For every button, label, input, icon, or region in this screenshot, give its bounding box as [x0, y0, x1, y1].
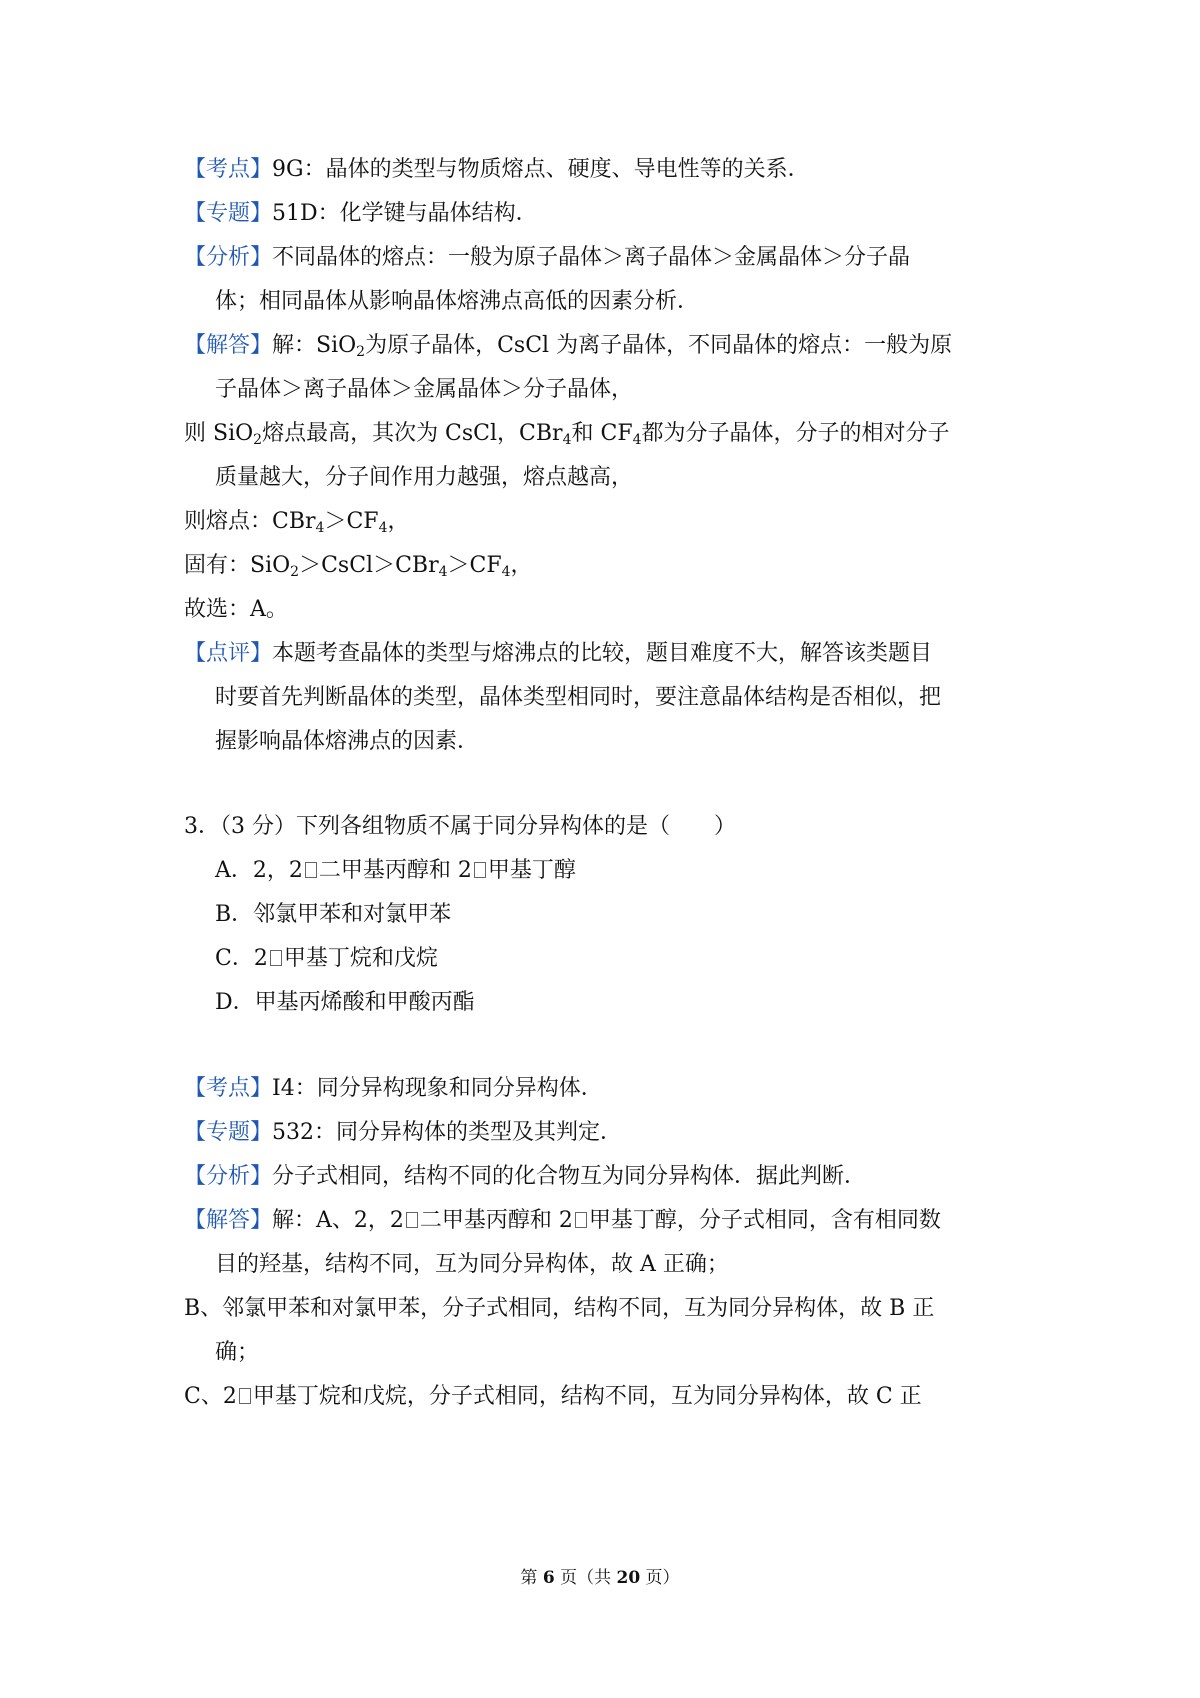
q3-zhuanti-line	[184, 1118, 622, 1148]
solution-line-3	[184, 419, 950, 449]
zhuanti-line	[184, 199, 538, 229]
text: ，	[387, 509, 410, 534]
zhuanti-text: 51D：化学键与晶体结构．	[272, 201, 538, 226]
solution-line-5	[184, 507, 410, 537]
subscript: 4	[562, 432, 572, 448]
fenxi-tag: 【分析】	[184, 245, 273, 270]
question-3-stem: 3．（3 分）下列各组物质不属于同分异构体的是（ ）	[184, 814, 736, 839]
q3-jieda-line-2: 目的羟基，结构不同，互为同分异构体，故 A 正确；	[215, 1252, 729, 1277]
solution-line-6	[184, 551, 533, 581]
q3-c-line-1	[184, 1382, 922, 1412]
dianping-line	[184, 639, 932, 669]
fenxi-text-1: 不同晶体的熔点：一般为原子晶体＞离子晶体＞金属晶体＞分子晶	[272, 245, 911, 270]
subscript: 2	[290, 564, 300, 580]
dianping-line-2: 时要首先判断晶体的类型，晶体类型相同时，要注意晶体结构是否相似，把	[215, 685, 942, 710]
text: 熔点最高，其次为 CsCl，CBr	[262, 421, 563, 446]
jieda-tag: 【解答】	[184, 1208, 273, 1233]
option-c	[215, 944, 438, 974]
text: 和 CF	[571, 421, 633, 446]
subscript: 2	[356, 344, 366, 360]
footer-text: 第	[520, 1568, 543, 1588]
missing-glyph-box	[474, 862, 486, 878]
text: C．2	[215, 946, 268, 971]
missing-glyph-box	[305, 862, 317, 878]
q3-b-line-2: 确；	[215, 1340, 260, 1365]
jieda-text-a: 解：SiO	[272, 333, 357, 358]
option-b: B．邻氯甲苯和对氯甲苯	[215, 902, 452, 927]
q3-jieda-line	[184, 1206, 941, 1236]
subscript: 4	[632, 432, 642, 448]
answer-line: 故选：A。	[184, 597, 288, 622]
fenxi-line	[184, 243, 910, 273]
q3-b-line-1: B、邻氯甲苯和对氯甲苯，分子式相同，结构不同，互为同分异构体，故 B 正	[184, 1296, 935, 1321]
text: 则熔点：CBr	[184, 509, 316, 534]
fenxi-text: 分子式相同，结构不同的化合物互为同分异构体．据此判断．	[272, 1164, 867, 1189]
footer-text: 页）	[640, 1568, 680, 1588]
text: 则 SiO	[184, 421, 254, 446]
kaodian-line	[184, 155, 810, 185]
q3-kaodian-line	[184, 1074, 603, 1104]
text: 解：A、2，2	[272, 1208, 404, 1233]
option-d: D．甲基丙烯酸和甲酸丙酯	[215, 990, 475, 1015]
subscript: 2	[253, 432, 263, 448]
zhuanti-tag: 【专题】	[184, 1120, 273, 1145]
text: 甲基丁醇，分子式相同，含有相同数	[588, 1208, 941, 1233]
text: 都为分子晶体，分子的相对分子	[641, 421, 950, 446]
missing-glyph-box	[575, 1212, 587, 1228]
zhuanti-text: 532：同分异构体的类型及其判定．	[272, 1120, 623, 1145]
text: 二甲基丙醇和 2	[419, 1208, 573, 1233]
subscript: 4	[378, 520, 388, 536]
zhuanti-tag: 【专题】	[184, 201, 273, 226]
page-number: 6	[542, 1568, 555, 1588]
jieda-line	[184, 331, 952, 361]
kaodian-tag: 【考点】	[184, 1076, 273, 1101]
fenxi-line-2: 体；相同晶体从影响晶体熔沸点高低的因素分析．	[215, 289, 700, 314]
jieda-line-2: 子晶体＞离子晶体＞金属晶体＞分子晶体，	[215, 377, 634, 402]
kaodian-text: I4：同分异构现象和同分异构体．	[272, 1076, 603, 1101]
text: ＞CF	[447, 553, 502, 578]
text: A．2，2	[215, 858, 303, 883]
text: 甲基丁烷和戊烷，分子式相同，结构不同，互为同分异构体，故 C 正	[252, 1384, 922, 1409]
solution-line-4: 质量越大，分子间作用力越强，熔点越高，	[215, 465, 634, 490]
text: 甲基丁烷和戊烷	[283, 946, 438, 971]
subscript: 4	[501, 564, 511, 580]
text: C、2	[184, 1384, 237, 1409]
text: 二甲基丙醇和 2	[318, 858, 472, 883]
text: ＞CsCl＞CBr	[299, 553, 439, 578]
total-pages: 20	[616, 1568, 641, 1588]
jieda-tag: 【解答】	[184, 333, 273, 358]
dianping-tag: 【点评】	[184, 641, 273, 666]
footer-text: 页（共	[554, 1568, 617, 1588]
kaodian-tag: 【考点】	[184, 157, 273, 182]
fenxi-tag: 【分析】	[184, 1164, 273, 1189]
missing-glyph-box	[239, 1388, 251, 1404]
kaodian-text: 9G：晶体的类型与物质熔点、硬度、导电性等的关系．	[272, 157, 810, 182]
q3-fenxi-line	[184, 1162, 866, 1192]
dianping-text-1: 本题考查晶体的类型与熔沸点的比较，题目难度不大，解答该类题目	[272, 641, 933, 666]
text: 甲基丁醇	[487, 858, 576, 883]
missing-glyph-box	[406, 1212, 418, 1228]
page-footer	[0, 1563, 1200, 1588]
jieda-text-b: 为原子晶体，CsCl 为离子晶体，不同晶体的熔点：一般为原	[365, 333, 953, 358]
option-a	[215, 856, 576, 886]
subscript: 4	[315, 520, 325, 536]
text: 固有：SiO	[184, 553, 291, 578]
missing-glyph-box	[270, 950, 282, 966]
dianping-line-3: 握影响晶体熔沸点的因素．	[215, 729, 480, 754]
text: ＞CF	[324, 509, 379, 534]
text: ，	[510, 553, 533, 578]
subscript: 4	[438, 564, 448, 580]
